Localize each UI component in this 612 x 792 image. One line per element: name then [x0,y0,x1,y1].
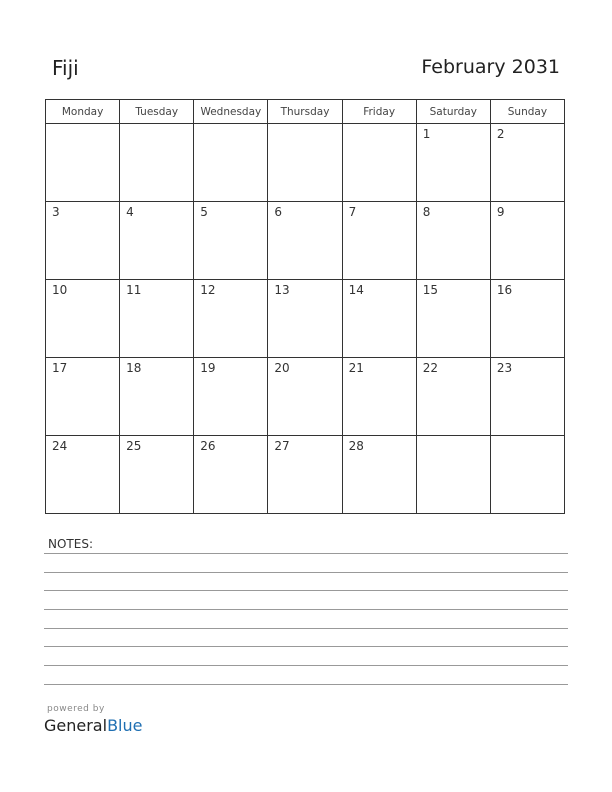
weekday-header: Saturday [416,100,490,124]
note-line [44,628,568,629]
day-cell [342,124,416,202]
day-number [268,124,341,127]
day-number [491,436,564,439]
day-number: 8 [422,205,431,219]
note-line [44,609,568,610]
day-number: 20 [274,361,290,375]
day-number: 22 [422,361,438,375]
note-line [44,572,568,573]
calendar-grid [45,99,565,514]
country-title: Fiji [52,56,79,80]
day-cell [490,436,564,514]
day-cell [490,202,564,280]
day-number: 19 [200,361,216,375]
day-cell [120,124,194,202]
week-row [46,202,565,280]
day-number: 11 [126,283,142,297]
day-cell [268,280,342,358]
brand-logo [44,716,142,735]
day-cell [490,280,564,358]
day-number: 1 [422,127,431,141]
day-cell [120,436,194,514]
day-number: 4 [126,205,134,219]
day-cell [416,436,490,514]
week-row [46,436,565,514]
powered-by-text: powered by [47,704,105,714]
note-line [44,646,568,647]
day-cell [342,436,416,514]
day-number: 2 [496,127,505,141]
day-cell [46,280,120,358]
day-cell [194,358,268,436]
note-line [44,553,568,554]
day-cell [268,202,342,280]
day-number: 12 [200,283,216,297]
brand-name-general: General [44,716,108,735]
day-cell [120,202,194,280]
day-cell [416,358,490,436]
weekday-header: Thursday [268,100,342,124]
day-number: 26 [200,439,216,453]
day-cell [46,358,120,436]
day-number: 10 [52,283,68,297]
weekday-header: Monday [46,100,120,124]
day-cell [46,436,120,514]
day-number: 21 [348,361,364,375]
day-cell [268,436,342,514]
day-number: 16 [496,283,513,297]
day-cell [46,124,120,202]
week-row [46,358,565,436]
day-number [120,124,193,127]
day-number [343,124,416,127]
day-cell [490,358,564,436]
day-number: 15 [422,283,438,297]
day-cell [416,124,490,202]
day-cell [342,280,416,358]
day-cell [342,202,416,280]
day-cell [268,124,342,202]
brand-name-blue: Blue [107,716,143,735]
day-number: 13 [274,283,290,297]
weekday-header-row [46,100,565,124]
day-number [46,124,119,127]
day-cell [120,358,194,436]
day-cell [342,358,416,436]
month-year-title: February 2031 [421,56,560,78]
day-number [194,124,267,127]
day-number: 24 [52,439,68,453]
day-cell [194,436,268,514]
day-number: 6 [274,205,283,219]
day-number: 23 [496,361,513,375]
day-cell [268,358,342,436]
notes-label: NOTES: [48,537,93,551]
day-cell [194,202,268,280]
weekday-header: Wednesday [194,100,268,124]
weekday-header: Tuesday [120,100,194,124]
day-cell [46,202,120,280]
day-number: 17 [52,361,68,375]
day-number: 28 [348,439,364,453]
weekday-header: Sunday [490,100,564,124]
weekday-header: Friday [342,100,416,124]
week-row [46,124,565,202]
day-cell [194,280,268,358]
day-number: 7 [348,205,357,219]
day-number: 9 [496,205,505,219]
week-row [46,280,565,358]
day-number: 3 [52,205,60,219]
day-number: 14 [348,283,364,297]
note-line [44,665,568,666]
day-cell [490,124,564,202]
day-number: 18 [126,361,142,375]
day-number: 5 [200,205,208,219]
day-number: 25 [126,439,142,453]
day-cell [120,280,194,358]
day-number: 27 [274,439,290,453]
note-line [44,684,568,685]
day-cell [416,280,490,358]
day-cell [416,202,490,280]
day-number [417,436,490,439]
note-line [44,590,568,591]
day-cell [194,124,268,202]
